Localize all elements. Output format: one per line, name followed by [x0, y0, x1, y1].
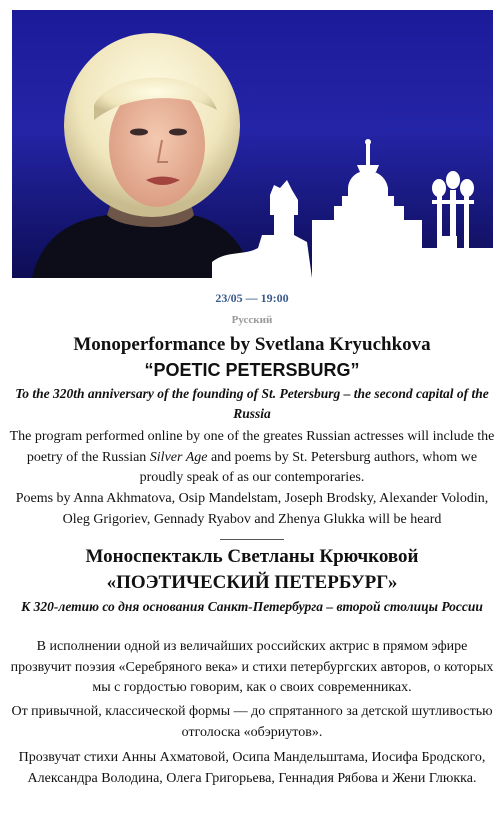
description-en	[6, 427, 498, 489]
portrait-actress	[32, 33, 252, 278]
title-ru-line1: Моноспектакль Светланы Крючковой	[85, 546, 419, 567]
title-en-line1: Monoperformance by Svetlana Kryuchkova	[73, 334, 431, 355]
poster-illustration	[12, 10, 493, 278]
st-petersburg-skyline	[212, 139, 493, 278]
subtitle-ru: К 320-летию со дня основания Санкт-Петербурга – второй столицы России	[21, 599, 483, 614]
divider	[220, 539, 284, 540]
description-en-part2: and poems by St. Petersburg authors, whom we proudly speak of as our contemporaries.	[139, 449, 478, 485]
description-ru-2: От привычной, классической формы — до спрятанного за детской шутливостью отголоска «обэриутов».	[11, 704, 493, 740]
title-en-line2: “POETIC PETERSBURG”	[144, 360, 360, 380]
event-poster-image	[12, 10, 493, 278]
description-en-italic: Silver Age	[149, 449, 208, 465]
event-datetime: 23/05 — 19:00	[215, 291, 289, 305]
description-en-part1: The program performed online by one of the greates Russian actresses will include the poetry of the Russian	[9, 429, 495, 465]
title-ru-line2: «ПОЭТИЧЕСКИЙ ПЕТЕРБУРГ»	[106, 572, 398, 593]
description-ru: В исполнении одной из величайших российских актрис в прямом эфире прозвучит поэзия «Серебряного века» и стихи петербургских авторов, о которых мы с гордостью говорим, как о своих современниках.	[10, 639, 494, 695]
poems-en: Poems by Anna Akhmatova, Osip Mandelstam, Joseph Brodsky, Alexander Volodin, Oleg Grigoriev, Gennady Ryabov and Zhenya Glukka will be heard	[15, 491, 489, 527]
subtitle-en: To the 320th anniversary of the founding of St. Petersburg – the second capital of the Russia	[15, 386, 489, 421]
event-language: Русский	[231, 314, 273, 326]
poems-ru: Прозвучат стихи Анны Ахматовой, Осипа Мандельштама, Иосифа Бродского, Александра Володина, Олега Григорьева, Геннадия Рябова и Жени Глюкка.	[18, 750, 486, 786]
